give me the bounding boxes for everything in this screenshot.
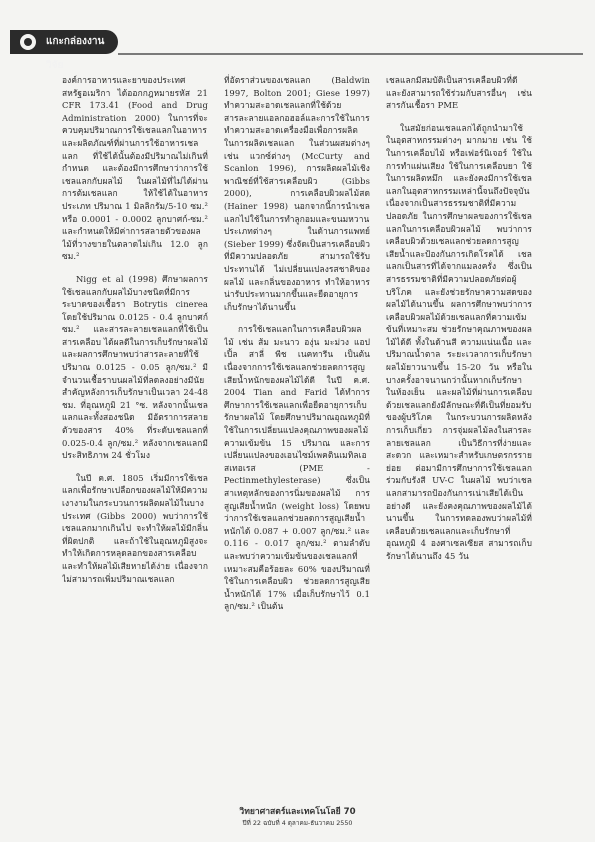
paragraph: เชลแลกมีสมบัติเป็นสารเคลือบผิวที่ดี และยังสามารถใช้ร่วมกับสารอื่นๆ เช่น สารกันเชื้อรา PME	[386, 75, 532, 111]
section-header	[10, 30, 585, 71]
paragraph: Nigg et al (1998) ศึกษาผลการใช้เชลแลกกับผลไม้บางชนิดที่มีการระบาดของเชื้อรา Botrytis cinerea โดยใช้ปริมาณ 0.0125 - 0.4 ลูกบาศก์ ซม.² และสารละลายเชลแลกที่ใช้เป็นสารเคลือบ ได้ผลดีในการเก็บรักษาผลไม้ และผลการศึกษาพบว่าสารละลายที่ใช้ปริมาณ 0.0125 - 0.05 ลูก/ซม.² มีจำนวนเชื้อราบนผลไม้ที่ลดลงอย่างมีนัยสำคัญหลังการเก็บรักษาเป็นเวลา 24-48 ชม. ที่อุณหภูมิ 21 °ซ. หลังจากนั้นเชลแลกและทั้งสองชนิด มีอัตราการสลายตัวของสาร 40% ที่ระดับเชลแลกที่ 0.025-0.4 ลูก/ซม.² หลังจากเชลแลกมีประสิทธิภาพ 24 ชั่วโมง	[62, 273, 208, 461]
section-title: แกะกล่องงานวิจัย	[46, 36, 105, 71]
journal-title: วิทยาศาสตร์และเทคโนโลยี 70	[239, 807, 356, 817]
header-rule	[118, 53, 583, 55]
journal-issue: ปีที่ 22 ฉบับที่ 4 ตุลาคม-ธันวาคม 2550	[242, 819, 353, 827]
paragraph: ที่อัตราส่วนของเชลแลก (Baldwin 1997, Bolton 2001; Giese 1997) ทำความสะอาดเชลแลกที่ใช้ด้วยสารละลายแอลกอฮอล์และการใช้ในการทำความสะอาดเครื่องมือเพื่อการผลิต ในการผลิตเชลแลก ในส่วนผสมต่างๆ เช่น แวกซ์ต่างๆ (McCurty and Scanlon 1996), การผลิตผลไม้เชิงพาณิชย์ที่ใช้สารเคลือบผิว (Gibbs 2000), การเคลือบผิวผลไม้สด (Hainer 1998) นอกจากนี้การนำเชลแลกไปใช้ในการทำลูกอมและขนมหวานประเภทต่างๆ ในด้านการแพทย์ (Sieber 1999) ซึ่งจัดเป็นสารเคลือบผิวที่มีความปลอดภัย สามารถใช้รับประทานได้ ไม่เปลี่ยนแปลงรสชาติของผลไม้ และกลิ่นของอาหาร ทำให้อาหารน่ารับประทานมากขึ้นและยืดอายุการเก็บรักษาได้นานขึ้น	[224, 75, 370, 312]
column-middle	[224, 74, 370, 774]
paragraph: ในปี ค.ศ. 1805 เริ่มมีการใช้เชลแลกเพื่อรักษาเปลือกของผลไม้ให้มีความเงางามในกระบวนการผลิตผลไม้ในบางประเทศ (Gibbs 2000) พบว่าการใช้เชลแลกมากเกินไป จะทำให้ผลไม้มีกลิ่นที่ผิดปกติ และถ้าใช้ในอุณหภูมิสูงจะทำให้เกิดการหลุดลอกของสารเคลือบ และทำให้ผลไม้เสียหายได้ง่าย เนื่องจากไม่สามารถเพิ่มปริมาณเชลแลก	[62, 472, 208, 584]
column-right	[386, 74, 532, 774]
paragraph: องค์การอาหารและยาของประเทศสหรัฐอเมริกา ได้ออกกฎหมายรหัส 21 CFR 173.41 (Food and Drug Administration 2000) ในการที่จะควบคุมปริมาณการใช้เชลแลกในอาหาร และผลิตภัณฑ์ที่ผ่านการใช้อาหารเชลแลก ที่ใช้ได้นั้นต้องมีปริมาณไม่เกินที่กำหนด และต้องมีการศึกษาว่าการใช้เชลแลกกับผลไม้ ในผลไม้ที่ไม่ได้ผ่านการต้มเชลแลก ให้ใช้ได้ในอาหารประเภท ปริมาณ 1 มิลลิกรัม/5-10 ซม.² หรือ 0.0001 - 0.0002 ลูกบาศก์-ซม.² และกำหนดให้มีค่าการสลายตัวของผลไม้ที่วางขายในตลาดไม่เกิน 12.0 ลูก ซม.²	[62, 75, 208, 262]
paragraph: การใช้เชลแลกในการเคลือบผิวผลไม้ เช่น ส้ม มะนาว องุ่น มะม่วง แอปเปิ้ล สาลี่ พีช เนคทารีน เป็นต้น เนื่องจากการใช้เชลแลกช่วยลดการสูญเสียน้ำหนักของผลไม้ได้ดี ในปี ค.ศ. 2004 Tian and Farid ได้ทำการศึกษาการใช้เชลแลกเพื่อยืดอายุการเก็บรักษาผลไม้ โดยศึกษาปริมาณอุณหภูมิที่ใช้ในการเปลี่ยนแปลงคุณภาพของผลไม้ ความเข้มข้น 15 ปริมาณ และการเปลี่ยนแปลงของเอนไซม์เพคตินเมทิลเอสเทอเรส (PME - Pectinmethylesterase) ซึ่งเป็นสาเหตุหลักของการนิ่มของผลไม้ การสูญเสียน้ำหนัก (weight loss) โดยพบว่าการใช้เชลแลกช่วยลดการสูญเสียน้ำหนักได้ 0.087 + 0.007 ลูก/ซม.² และ 0.116 - 0.017 ลูก/ซม.² ตามลำดับ และพบว่าความเข้มข้นของเชลแลกที่เหมาะสมคือร้อยละ 60% ของปริมาณที่ใช้ในการเคลือบผิว ช่วยลดการสูญเสียน้ำหนักได้ 17% เมื่อเก็บรักษาไว้ 0.1 ลูก/ซม.² เป็นต้น	[224, 324, 370, 612]
article-body	[62, 74, 532, 774]
column-left	[62, 74, 208, 774]
page-footer	[0, 806, 595, 828]
bullet-circle-icon	[18, 32, 38, 52]
paragraph: ในสมัยก่อนเชลแลกได้ถูกนำมาใช้ในอุตสาหกรรมต่างๆ มากมาย เช่น ใช้ในการเคลือบไม้ หรือเฟอร์นิเจอร์ ใช้ในการทำแผ่นเสียง ใช้ในการเคลือบยา ใช้ในการผลิตหมึก และยังคงมีการใช้เชลแลกในอุตสาหกรรมเหล่านี้จนถึงปัจจุบัน เนื่องจากเป็นสารธรรมชาติที่มีความปลอดภัย ในการศึกษาผลของการใช้เชลแลกในการเคลือบผิวผลไม้ พบว่าการเคลือบผิวด้วยเชลแลกช่วยลดการสูญเสียน้ำและป้องกันการเกิดโรคได้ เชลแลกเป็นสารที่ได้จากแมลงครั่ง ซึ่งเป็นสารธรรมชาติที่มีความปลอดภัยต่อผู้บริโภค และยังช่วยรักษาความสดของผลไม้ได้นานขึ้น ผลการศึกษาพบว่าการเคลือบผิวผลไม้ด้วยเชลแลกที่ความเข้มข้นที่เหมาะสม ช่วยรักษาคุณภาพของผลไม้ได้ดี ทั้งในด้านสี ความแน่นเนื้อ และปริมาณน้ำตาล ระยะเวลาการเก็บรักษาผลไม้ยาวนานขึ้น 15-20 วัน หรือในบางครั้งอาจนานกว่านั้นหากเก็บรักษาในห้องเย็น และผลไม้ที่ผ่านการเคลือบด้วยเชลแลกยังมีลักษณะที่ดีเป็นที่ยอมรับของผู้บริโภค ในกระบวนการผลิตหลังการเก็บเกี่ยว การจุ่มผลไม้ลงในสารละลายเชลแลก เป็นวิธีการที่ง่ายและสะดวก และเหมาะสำหรับเกษตรกรรายย่อย ต่อมามีการศึกษาการใช้เชลแลกร่วมกับรังสี UV-C ในผลไม้ พบว่าเชลแลกสามารถป้องกันการเน่าเสียได้เป็นอย่างดี และยังคงคุณภาพของผลไม้ได้นานขึ้น ในการทดลองพบว่าผลไม้ที่เคลือบด้วยเชลแลกและเก็บรักษาที่อุณหภูมิ 4 องศาเซลเซียส สามารถเก็บรักษาได้นานถึง 45 วัน	[386, 122, 532, 561]
